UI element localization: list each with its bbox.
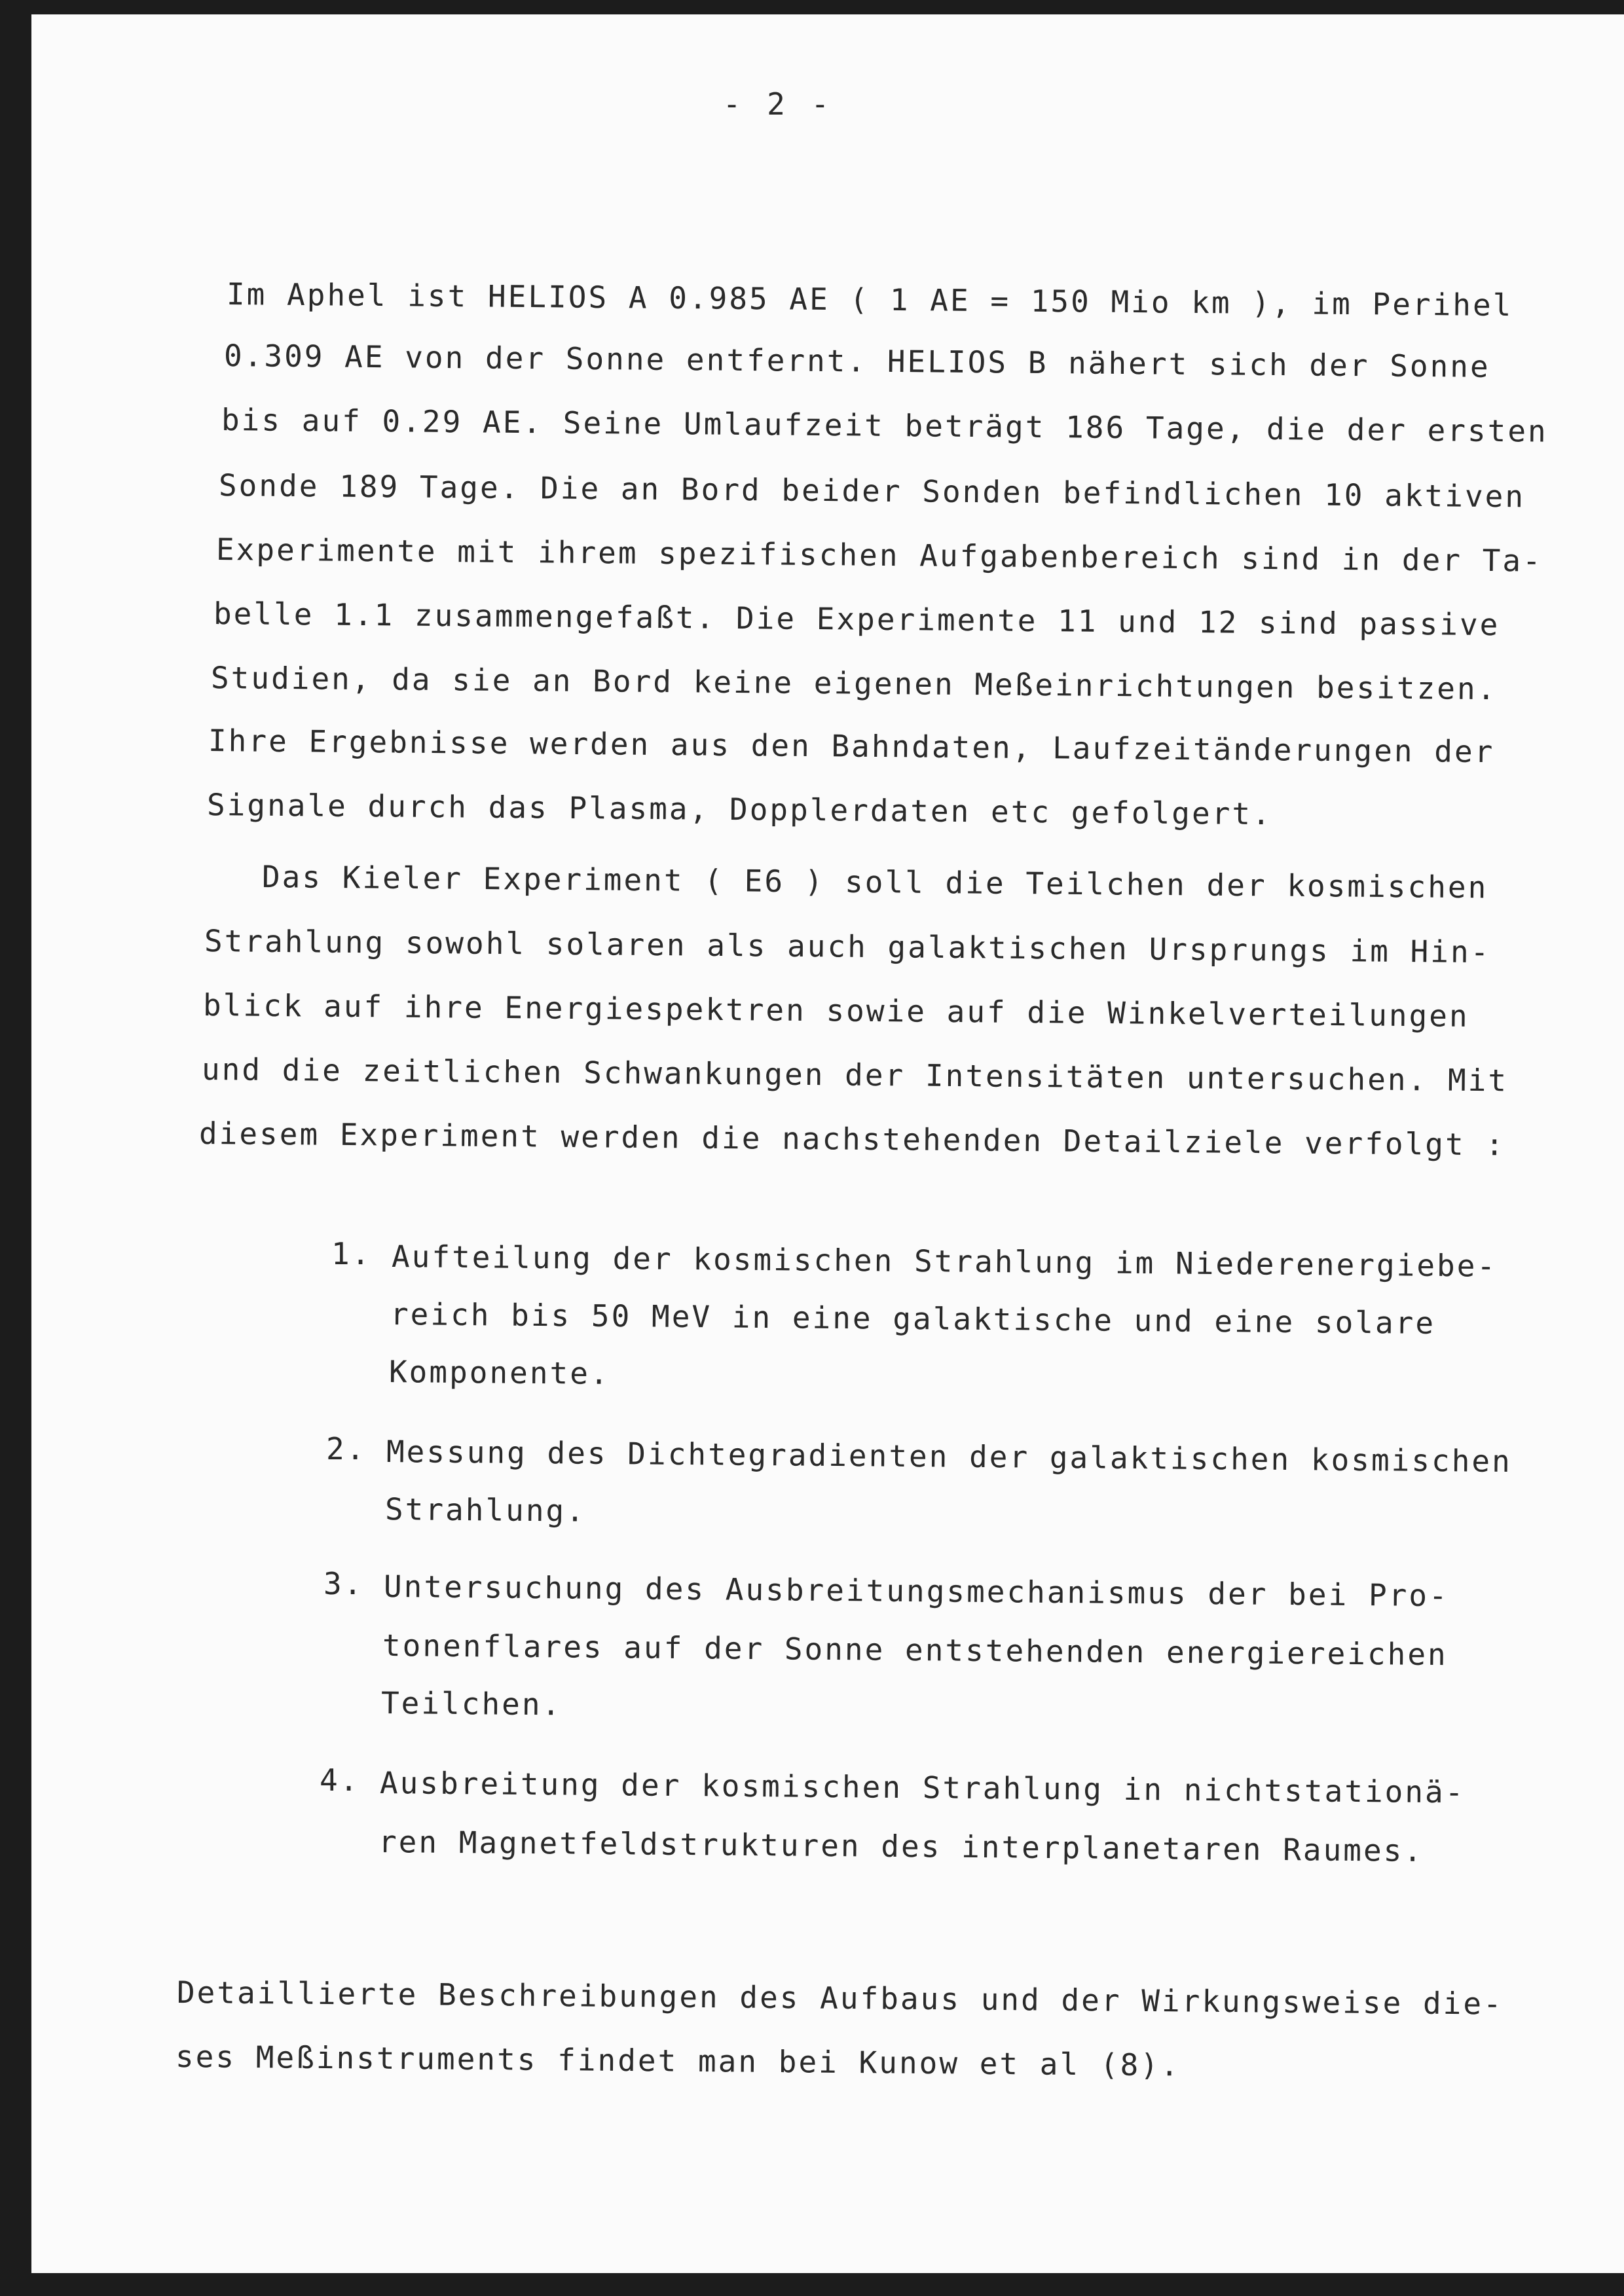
text-line: blick auf ihre Energiespektren sowie auf die Winkelverteilungen: [202, 987, 1469, 1034]
text-line: Detaillierte Beschreibungen des Aufbaus und der Wirkungsweise die-: [176, 1975, 1504, 2022]
text-line: 0.309 AE von der Sonne entfernt. HELIOS B nähert sich der Sonne: [223, 338, 1490, 384]
list-number: 4.: [320, 1762, 360, 1798]
text-line: bis auf 0.29 AE. Seine Umlaufzeit beträgt 186 Tage, die der ersten: [221, 402, 1548, 449]
text-line: belle 1.1 zusammengefaßt. Die Experimente 11 und 12 sind passive: [213, 596, 1500, 643]
list-number: 1.: [331, 1236, 372, 1271]
list-number: 2.: [326, 1431, 367, 1467]
text-line: Studien, da sie an Bord keine eigenen Meßeinrichtungen besitzen.: [210, 660, 1498, 707]
text-line: Strahlung.: [384, 1491, 587, 1529]
text-line: Ausbreitung der kosmischen Strahlung in nichtstationä-: [379, 1765, 1466, 1810]
document-page: [31, 14, 1624, 2273]
text-line: Im Aphel ist HELIOS A 0.985 AE ( 1 AE = 150 Mio km ), im Perihel: [226, 276, 1513, 323]
text-line: Ihre Ergebnisse werden aus den Bahndaten, Laufzeitänderungen der: [208, 723, 1495, 770]
text-line: ren Magnetfeldstrukturen des interplanetaren Raumes.: [378, 1824, 1424, 1868]
list-number: 3.: [323, 1566, 364, 1601]
text-line: Untersuchung des Ausbreitungsmechanismus der bei Pro-: [383, 1569, 1449, 1614]
text-line: Sonde 189 Tage. Die an Bord beider Sonden befindlichen 10 aktiven: [218, 467, 1526, 515]
text-line: Komponente.: [388, 1354, 610, 1391]
text-line: Strahlung sowohl solaren als auch galaktischen Ursprungs im Hin-: [204, 923, 1491, 970]
text-line: diesem Experiment werden die nachstehenden Detailziele verfolgt :: [198, 1116, 1506, 1163]
text-line: Teilchen.: [380, 1685, 563, 1722]
text-line: reich bis 50 MeV in eine galaktische und eine solare: [390, 1296, 1436, 1341]
text-line: Experimente mit ihrem spezifischen Aufgabenbereich sind in der Ta-: [215, 532, 1543, 579]
text-line: tonenflares auf der Sonne entstehenden energiereichen: [382, 1628, 1448, 1673]
text-line: und die zeitlichen Schwankungen der Intensitäten untersuchen. Mit: [201, 1051, 1509, 1099]
text-line: Messung des Dichtegradienten der galaktischen kosmischen: [386, 1434, 1513, 1479]
text-line: Signale durch das Plasma, Dopplerdaten etc gefolgert.: [206, 787, 1272, 832]
text-line: Aufteilung der kosmischen Strahlung im Niederenergiebe-: [391, 1239, 1498, 1284]
text-line: ses Meßinstruments findet man bei Kunow et al (8).: [175, 2039, 1181, 2083]
text-line: Das Kieler Experiment ( E6 ) soll die Teilchen der kosmischen: [261, 859, 1488, 905]
page-number: - 2 -: [722, 86, 834, 122]
